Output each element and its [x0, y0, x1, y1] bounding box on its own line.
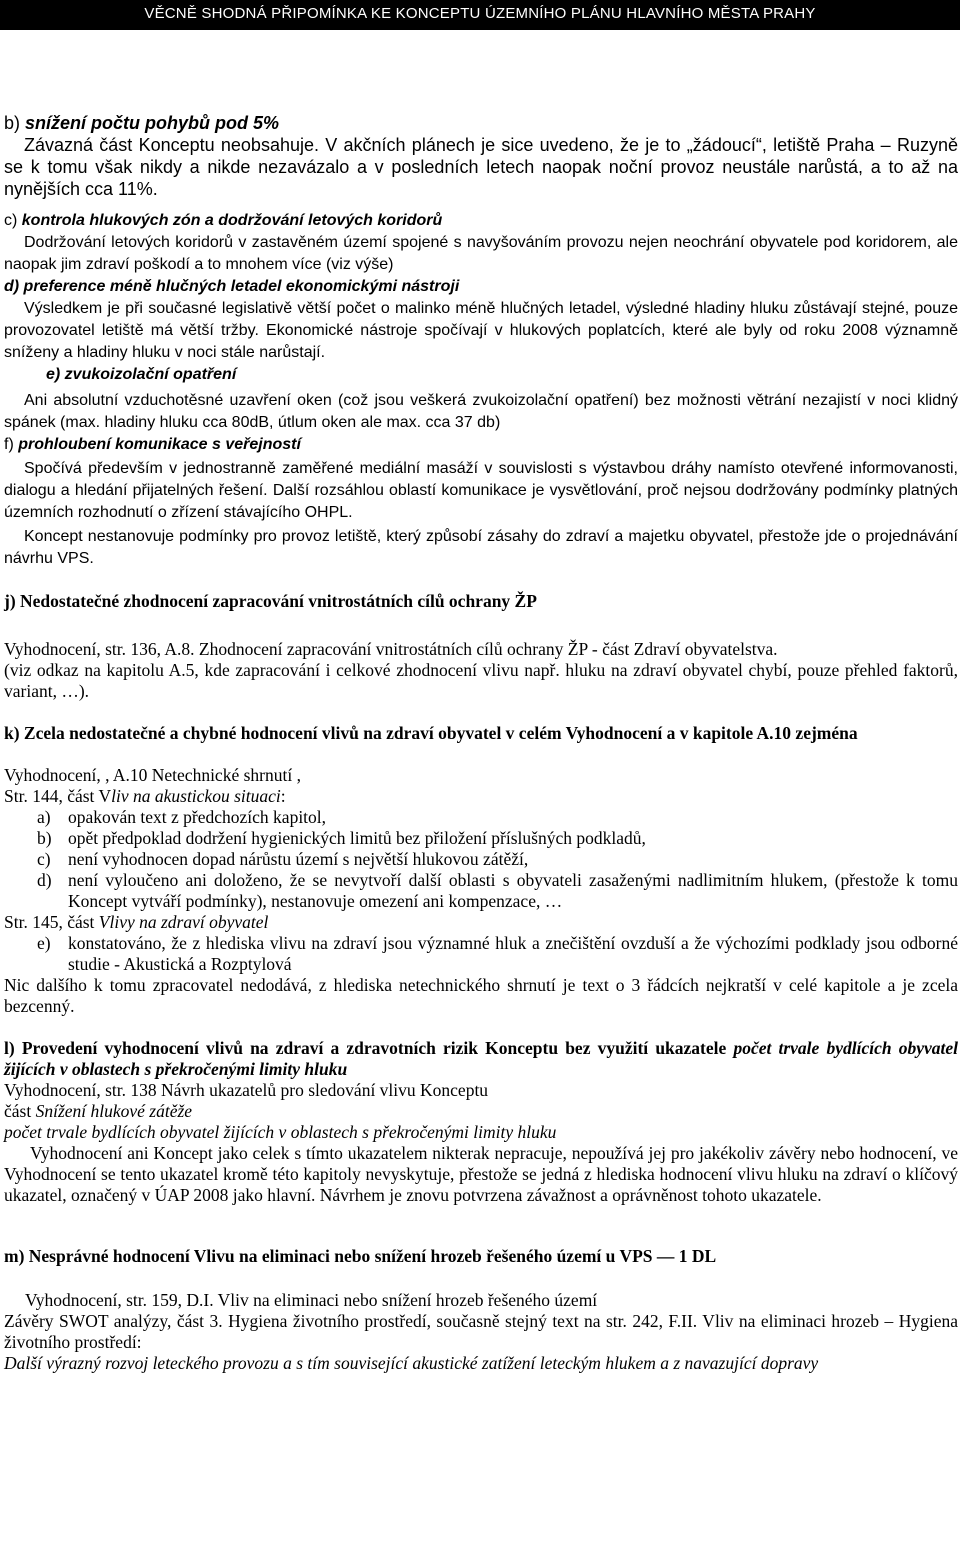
list-text: není vyhodnocen dopad nárůstu území s největší hlukovou zátěží,	[68, 849, 529, 869]
section-j-line-2: (viz odkaz na kapitolu A.5, kde zapracování i celkové zhodnocení vlivu např. hluku na zdraví obyvatel chybí, pouze přehled faktorů, variant, …).	[4, 660, 958, 701]
section-k-str144	[4, 786, 958, 807]
list-text: opět předpoklad dodržení hygienických limitů bez přiložení příslušných podkladů,	[68, 828, 646, 848]
section-e-title: e) zvukoizolační opatření	[46, 366, 237, 383]
section-f-body-1: Spočívá především v jednostranně zaměřené mediální masáží v souvislosti s výstavbou dráhy namísto otevřené informovanosti, dialogu a hledání přijatelných řešení. Další rozsáhlou oblastí komunikace je vysvětlování, proč nejsou dodržovány podmínky platných územních rozhodnutí o zřízení stávajícího OHPL.	[4, 460, 958, 521]
document-body	[0, 30, 960, 1374]
list-marker: d)	[37, 870, 52, 890]
list-item	[4, 849, 958, 870]
section-b-body: Závazná část Konceptu neobsahuje. V akčních plánech je sice uvedeno, že je to „žádoucí“, letiště Praha – Ruzyně se k tomu však nikdy a nikde nezavázalo a v posledních letech naopak noční provoz neustále narůstá, a to až na nynějších cca 11%.	[4, 135, 958, 199]
str145-prefix: Str. 145, část	[4, 912, 99, 932]
list-text: opakován text z předchozích kapitol,	[68, 807, 327, 827]
section-b-title: snížení počtu pohybů pod 5%	[25, 113, 280, 133]
section-m-line-3: Další výrazný rozvoj leteckého provozu a s tím související akustické zatížení leteckým hlukem a z navazující dopravy	[4, 1353, 819, 1373]
section-l-title-italic: počet trvale bydlících obyvatel žijících v oblastech s překročenými limity hluku	[4, 1038, 959, 1079]
section-c-heading	[4, 210, 958, 232]
str144-prefix: Str. 144, část V	[4, 786, 112, 806]
section-k-str145	[4, 912, 958, 933]
section-m-line-1: Vyhodnocení, str. 159, D.I. Vliv na eliminaci nebo snížení hrozeb řešeného území	[25, 1290, 598, 1310]
section-k-line-1: Vyhodnocení, , A.10 Netechnické shrnutí ,	[4, 765, 301, 785]
section-m-title: m) Nesprávné hodnocení Vlivu na eliminaci nebo snížení hrozeb řešeného území u VPS — 1 DL	[4, 1246, 717, 1266]
section-f-body-2: Koncept nestanovuje podmínky pro provoz letiště, který způsobí zásahy do zdraví a majetku obyvatel, přestože jde o projednávání návrhu VPS.	[4, 528, 958, 567]
section-d-title: d) preference méně hlučných letadel ekonomickými nástroji	[4, 278, 460, 295]
section-l-line-2-prefix: část	[4, 1101, 36, 1121]
section-m-line-2: Závěry SWOT analýzy, část 3. Hygiena životního prostředí, současně stejný text na str. 242, F.II. Vliv na eliminaci hrozeb – Hygiena životního prostředí:	[4, 1311, 958, 1352]
section-f-prefix: f)	[4, 436, 19, 453]
list-item	[4, 870, 958, 912]
section-k-list-e	[4, 933, 958, 975]
section-j-title: j) Nedostatečné zhodnocení zapracování vnitrostátních cílů ochrany ŽP	[4, 591, 537, 611]
list-item	[4, 807, 958, 828]
section-e-body: Ani absolutní vzduchotěsné uzavření oken (což jsou veškerá zvukoizolační opatření) bez možnosti větrání nezajistí v noci klidný spánek (max. hladiny hluku cca 80dB, útlum oken ale max. cca 37 db)	[4, 392, 958, 431]
list-marker: a)	[37, 807, 51, 827]
page-header: VĚCNĚ SHODNÁ PŘIPOMÍNKA KE KONCEPTU ÚZEMNÍHO PLÁNU HLAVNÍHO MĚSTA PRAHY	[0, 0, 960, 30]
section-l-line-1: Vyhodnocení, str. 138 Návrh ukazatelů pro sledování vlivu Konceptu	[4, 1080, 489, 1100]
section-l-title	[4, 1038, 958, 1080]
section-l-line-2	[4, 1101, 958, 1122]
section-k-title: k) Zcela nedostatečné a chybné hodnocení vlivů na zdraví obyvatel v celém Vyhodnocení a v kapitole A.10 zejména	[4, 723, 858, 743]
section-d-body: Výsledkem je při současné legislativě větší počet o malinko méně hlučných letadel, výsledné hladiny hluku zůstávají stejné, pouze provozovatel letiště má větší tržby. Ekonomické nástroje spočívají v hlukových poplatcích, které ale byly od roku 2008 významně sníženy a hladiny hluku v noci stále narůstají.	[4, 300, 958, 361]
list-text: není vyloučeno ani doloženo, že se nevytvoří další oblasti s obyvateli zasaženými nadlimitním hlukem, (přestože k tomu Koncept vytváří podmínky), nestanovuje omezení ani kompenzace, …	[68, 870, 958, 911]
section-j-line-1: Vyhodnocení, str. 136, A.8. Zhodnocení zapracování vnitrostátních cílů ochrany ŽP - část Zdraví obyvatelstva.	[4, 639, 778, 659]
list-text: konstatováno, že z hlediska vlivu na zdraví jsou významné hluk a znečištění ovzduší a že výchozími podklady jsou odborné studie - Akustická a Rozptylová	[68, 933, 958, 974]
str144-suffix: :	[280, 786, 286, 806]
list-marker: b)	[37, 828, 52, 848]
section-l-line-2-italic: Snížení hlukové zátěže	[35, 1101, 193, 1121]
str145-italic: Vlivy na zdraví obyvatel	[98, 912, 269, 932]
section-l-line-3: počet trvale bydlících obyvatel žijících v oblastech s překročenými limity hluku	[4, 1122, 557, 1142]
list-item	[4, 828, 958, 849]
section-c-title: kontrola hlukových zón a dodržování letových koridorů	[21, 212, 443, 229]
section-c-body: Dodržování letových koridorů v zastavěném území spojené s navyšováním provozu nejen neochrání obyvatele pod koridorem, ale naopak jim zdraví poškodí a to mnohem více (viz výše)	[4, 234, 958, 273]
section-k-closing: Nic dalšího k tomu zpracovatel nedodává, z hlediska netechnického shrnutí je text o 3 řádcích nejkratší v celé kapitole a je zcela bezcenný.	[4, 975, 958, 1016]
section-l-title-bold: l) Provedení vyhodnocení vlivů na zdraví a zdravotních rizik Konceptu bez využití ukazatele	[4, 1038, 734, 1058]
section-b-prefix: b)	[4, 113, 26, 133]
list-marker: c)	[37, 849, 51, 869]
str144-italic: liv na akustickou situaci	[111, 786, 281, 806]
section-k-list-a-d	[4, 807, 958, 912]
section-l-body: Vyhodnocení ani Koncept jako celek s tímto ukazatelem nikterak nepracuje, nepoužívá jej pro jakékoliv závěry nebo hodnocení, ve Vyhodnocení se tento ukazatel kromě této kapitoly nevyskytuje, přestože se jedná z hlediska hodnocení vlivu hluku na zdraví o klíčový ukazatel, označený v ÚAP 2008 jako hlavní. Návrhem je znovu potvrzena závažnost a oprávněnost tohoto ukazatele.	[4, 1143, 958, 1205]
section-b-heading	[4, 112, 958, 134]
section-f-heading	[4, 434, 958, 456]
section-f-title: prohloubení komunikace s veřejností	[18, 436, 301, 453]
section-c-prefix: c)	[4, 212, 22, 229]
list-marker: e)	[37, 933, 51, 953]
list-item	[4, 933, 958, 975]
